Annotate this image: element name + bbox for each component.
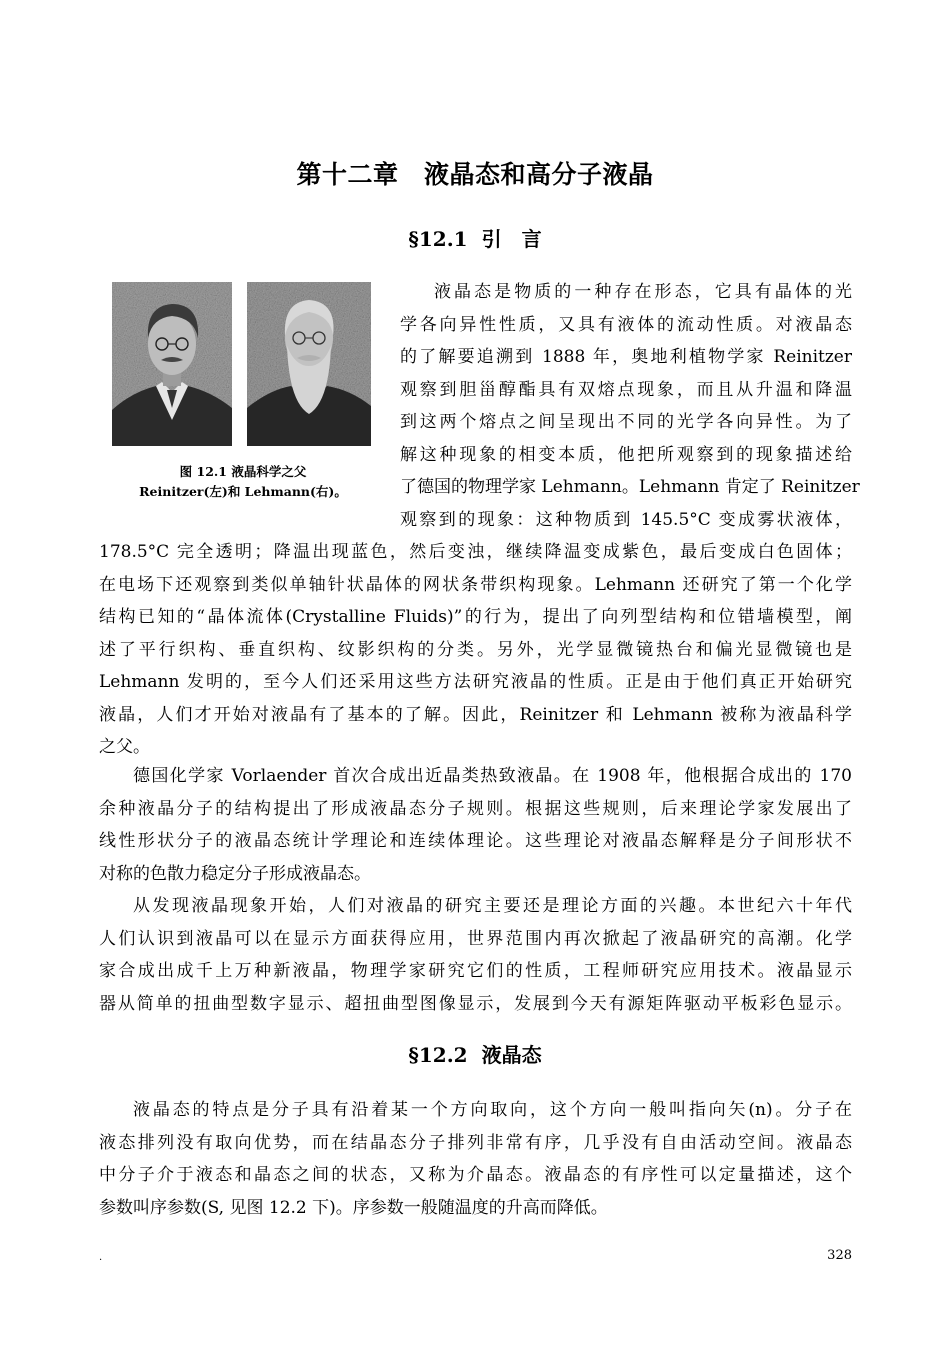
section-title-text: 引 言 (481, 227, 542, 251)
section-heading-12-1 (0, 226, 950, 252)
text-line: 人们认识到液晶可以在显示方面获得应用，世界范围内再次掀起了液晶研究的高潮。化学 (99, 928, 852, 949)
figure-caption (112, 462, 374, 502)
intro-paragraph-side (400, 276, 860, 536)
section-number: §12.1 (408, 227, 468, 251)
history-paragraph (99, 890, 852, 1020)
text-line: 的了解要追溯到 1888 年，奥地利植物学家 Reinitzer (400, 347, 852, 367)
text-line: 到这两个熔点之间呈现出不同的光学各向异性。为了 (400, 412, 852, 432)
text-line: 家合成出成千上万种新液晶，物理学家研究它们的性质，工程师研究应用技术。液晶显示 (99, 961, 852, 981)
section-title-text: 液晶态 (481, 1043, 542, 1067)
text-line: 观察到的现象：这种物质到 145.5°C 变成雾状液体， (400, 509, 852, 530)
text-line: 178.5°C 完全透明；降温出现蓝色，然后变浊，继续降温变成紫色，最后变成白色固体； (99, 542, 852, 562)
intro-paragraph-full (99, 536, 852, 764)
page-number: 328 (827, 1248, 852, 1263)
lehmann-portrait (247, 282, 371, 446)
text-line: 结构已知的“晶体流体(Crystalline Fluids)”的行为，提出了向列型结构和位错墙模型，阐 (99, 607, 852, 627)
text-line: 液晶态的特点是分子具有沿着某一个方向取向，这个方向一般叫指向矢(n)。分子在 (133, 1100, 852, 1120)
text-line: 液晶态是物质的一种存在形态，它具有晶体的光 (434, 282, 852, 302)
text-line: 中分子介于液态和晶态之间的状态，又称为介晶态。液晶态的有序性可以定量描述，这个 (99, 1165, 852, 1185)
text-line: 德国化学家 Vorlaender 首次合成出近晶类热致液晶。在 1908 年，他根据合成出的 170 (133, 766, 852, 786)
section-number: §12.2 (408, 1043, 468, 1067)
chapter-title: 第十二章 液晶态和高分子液晶 (296, 160, 654, 189)
text-line: 了德国的物理学家 Lehmann。Lehmann 肯定了 Reinitzer (400, 477, 860, 497)
text-line: 在电场下还观察到类似单轴针状晶体的网状条带织构现象。Lehmann 还研究了第一个化学 (99, 574, 852, 595)
text-line: 线性形状分子的液晶态统计学理论和连续体理论。这些理论对液晶态解释是分子间形状不 (99, 831, 852, 851)
text-line: 从发现液晶现象开始，人们对液晶的研究主要还是理论方面的兴趣。本世纪六十年代 (133, 896, 852, 916)
caption-line-2: Reinitzer(左)和 Lehmann(右)。 (139, 484, 347, 499)
text-line: 液态排列没有取向优势，而在结晶态分子排列非常有序，几乎没有自由活动空间。液晶态 (99, 1132, 852, 1153)
text-line: 余种液晶分子的结构提出了形成液晶态分子规则。根据这些规则，后来理论学家发展出了 (99, 798, 852, 819)
reinitzer-portrait (112, 282, 232, 446)
text-line: 述了平行织构、垂直织构、纹影织构的分类。另外，光学显微镜热台和偏光显微镜也是 (99, 639, 852, 660)
text-line: 观察到胆甾醇酯具有双熔点现象，而且从升温和降温 (400, 379, 852, 400)
text-line: 参数叫序参数(S, 见图 12.2 下)。序参数一般随温度的升高而降低。 (99, 1197, 608, 1218)
footer-dot: . (99, 1252, 103, 1263)
text-line: Lehmann 发明的，至今人们还采用这些方法研究液晶的性质。正是由于他们真正开始研究 (99, 672, 852, 692)
text-line: 之父。 (99, 737, 150, 757)
text-line: 对称的色散力稳定分子形成液晶态。 (99, 863, 371, 884)
text-line: 解这种现象的相变本质，他把所观察到的现象描述给 (400, 444, 852, 465)
text-line: 学各向异性性质，又具有液体的流动性质。对液晶态 (400, 314, 852, 335)
text-line: 器从简单的扭曲型数字显示、超扭曲型图像显示，发展到今天有源矩阵驱动平板彩色显示。 (99, 993, 852, 1014)
section-heading-12-2 (0, 1042, 950, 1068)
liquid-crystal-state-paragraph (99, 1094, 852, 1224)
text-line: 液晶，人们才开始对液晶有了基本的了解。因此，Reinitzer 和 Lehmann 被称为液晶科学 (99, 704, 852, 725)
caption-line-1: 图 12.1 液晶科学之父 (179, 464, 307, 479)
vorlaender-paragraph (99, 760, 852, 890)
